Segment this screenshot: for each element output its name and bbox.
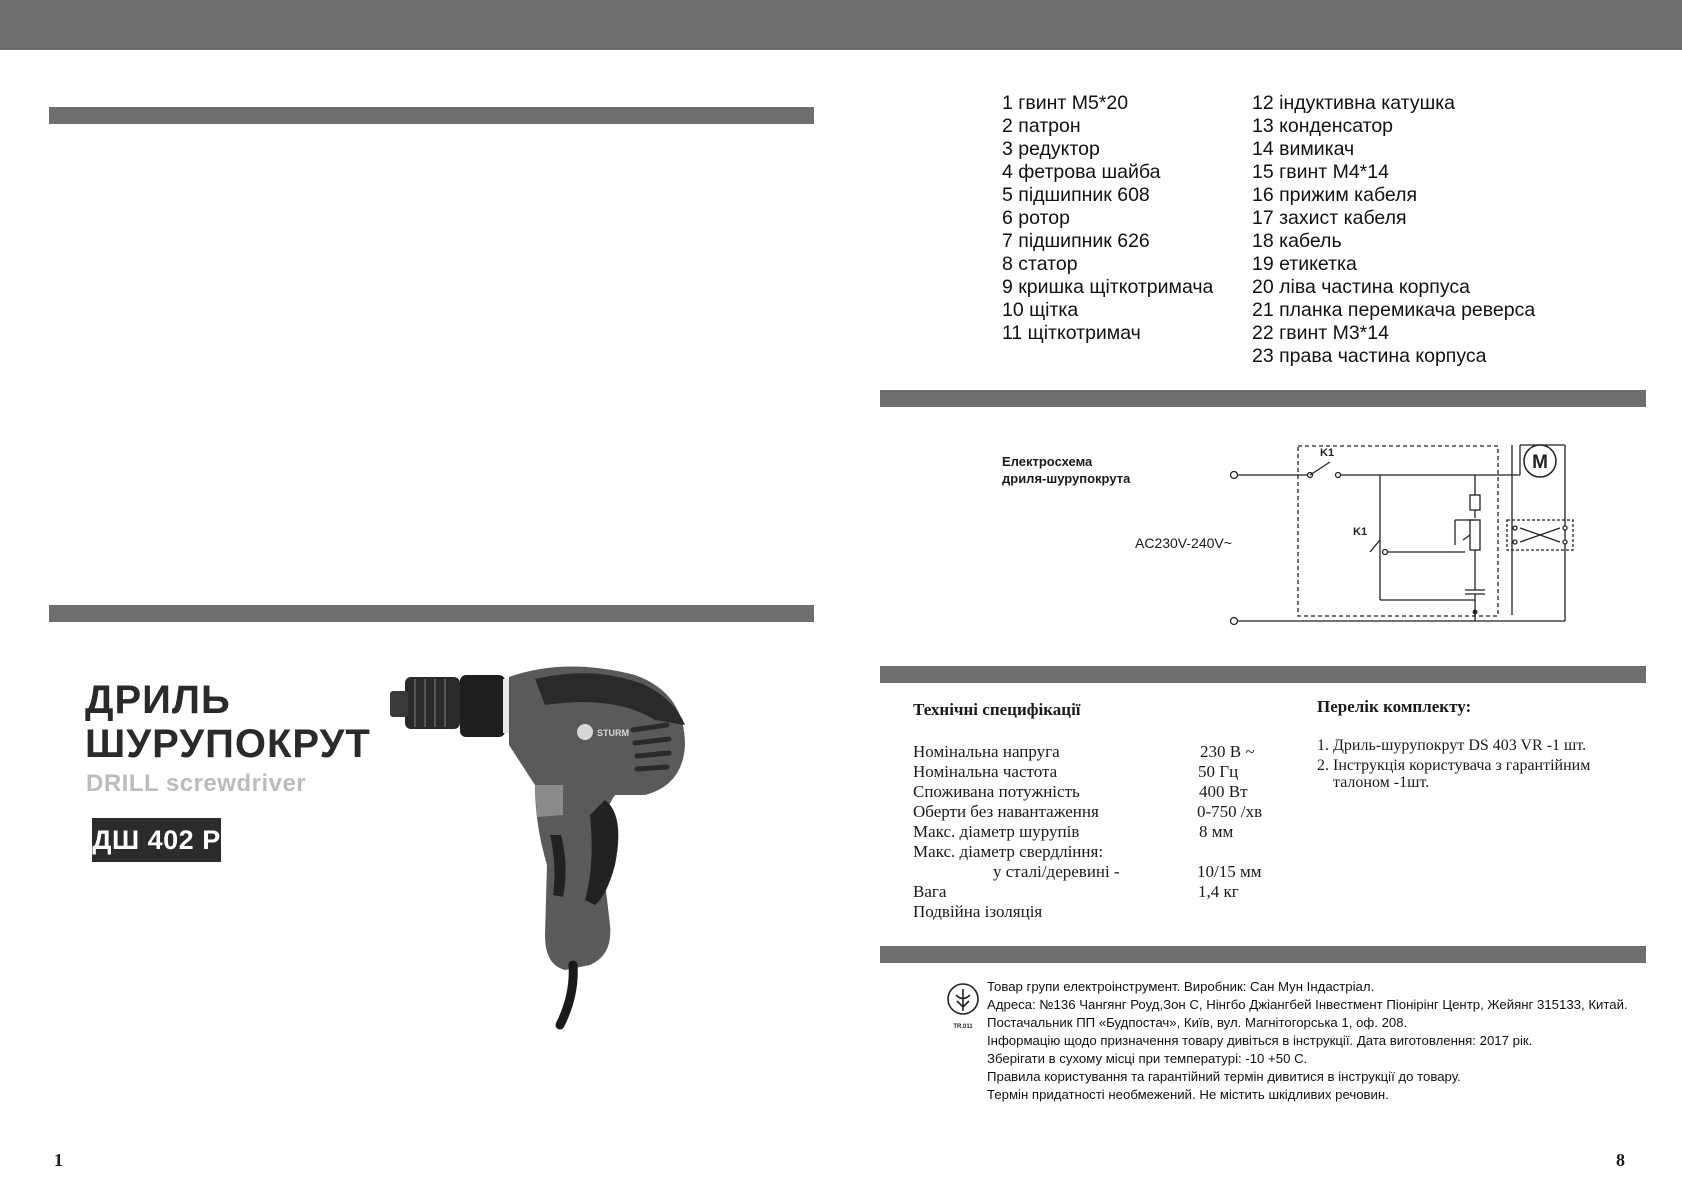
part-item: 18 кабель — [1252, 230, 1342, 252]
part-item: 8 статор — [1002, 253, 1078, 275]
spec-value: 400 Вт — [1199, 782, 1248, 801]
cover-title-line: ДРИЛЬ — [85, 678, 231, 722]
part-item: 13 конденсатор — [1252, 115, 1394, 137]
section-divider — [880, 946, 1646, 963]
section-divider — [49, 107, 814, 124]
part-item: 14 вимикач — [1252, 138, 1355, 160]
spec-label: у сталі/деревині - — [993, 862, 1120, 881]
schematic-title-line: дриля-шурупокрута — [1002, 471, 1131, 486]
motor-icon — [1520, 440, 1560, 482]
part-item: 3 редуктор — [1002, 138, 1100, 160]
part-item: 10 щітка — [1002, 299, 1079, 321]
section-divider — [880, 390, 1646, 407]
conformity-mark-icon — [945, 980, 981, 1032]
info-line: Товар групи електроінструмент. Виробник: Сан Мун Індастріал. — [987, 979, 1375, 994]
part-item: 4 фетрова шайба — [1002, 161, 1161, 183]
schematic-title — [1002, 453, 1130, 487]
spec-label: Номінальна частота — [913, 762, 1058, 781]
page-number: 8 — [1616, 1150, 1625, 1170]
schematic-title-line: Електросхема — [1002, 454, 1093, 469]
part-item: 15 гвинт М4*14 — [1252, 161, 1389, 183]
specs-title: Технічні специфікації — [913, 700, 1081, 719]
manufacturer-info — [987, 978, 1628, 1104]
switch-label-k1: K1 — [1353, 526, 1368, 538]
part-item: 7 підшипник 626 — [1002, 230, 1150, 252]
spec-label: Макс. діаметр свердління: — [913, 842, 1104, 861]
part-item: 16 прижим кабеля — [1252, 184, 1418, 206]
part-item: 11 щіткотримач — [1002, 322, 1141, 344]
part-item: 20 ліва частина корпуса — [1252, 276, 1470, 298]
spec-value: 230 В ~ — [1200, 742, 1255, 761]
part-item: 19 етикетка — [1252, 253, 1357, 275]
spec-value: 8 мм — [1199, 822, 1234, 841]
part-item: 1 гвинт М5*20 — [1002, 92, 1129, 114]
info-line: Адреса: №136 Чангянг Роуд,Зон С, Нінгбо Джіангбей Інвестмент Піонірінг Центр, Жейянг 315133, Китай. — [987, 997, 1628, 1012]
spec-label: Оберти без навантаження — [913, 802, 1099, 821]
part-item: 22 гвинт М3*14 — [1252, 322, 1389, 344]
parts-list-left — [1002, 92, 1213, 345]
spec-value: 50 Гц — [1198, 762, 1239, 781]
spec-value: 0-750 /хв — [1197, 802, 1263, 821]
spec-label: Макс. діаметр шурупів — [913, 822, 1080, 841]
part-item: 9 кришка щіткотримача — [1002, 276, 1214, 298]
spec-value: 1,4 кг — [1198, 882, 1239, 901]
top-bar — [0, 0, 1682, 50]
model-badge: ДШ 402 Р — [92, 818, 221, 862]
parts-list-right — [1252, 92, 1535, 368]
info-line: Термін придатності необмежений. Не містить шкідливих речовин. — [987, 1087, 1389, 1102]
switch-label-k1: K1 — [1320, 447, 1335, 459]
cover-title-line: ШУРУПОКРУТ — [85, 722, 371, 766]
spec-label: Номінальна напруга — [913, 742, 1060, 761]
part-item: 2 патрон — [1002, 115, 1081, 137]
part-item: 17 захист кабеля — [1252, 207, 1407, 229]
kit-item: 2. Інструкція користувача з гарантійним — [1317, 757, 1591, 774]
cover-subtitle: DRILL screwdriver — [86, 770, 307, 797]
spec-label: Подвійна ізоляція — [913, 902, 1043, 921]
page-number: 1 — [54, 1150, 63, 1170]
drill-image — [385, 665, 715, 1035]
info-line: Правила користування та гарантійний термін дивитися в інструкції до товару. — [987, 1069, 1461, 1084]
info-line: Зберігати в сухому місці при температурі: -10 +50 С. — [987, 1051, 1308, 1066]
voltage-label: AC230V-240V~ — [1135, 535, 1232, 551]
part-item: 21 планка перемикача реверса — [1252, 299, 1536, 321]
spec-label: Вага — [913, 882, 947, 901]
info-line: Постачальник ПП «Будпостач», Київ, вул. Магнітогорська 1, оф. 208. — [987, 1015, 1408, 1030]
info-line: Інформацію щодо призначення товару дивіться в інструкції. Дата виготовлення: 2017 рік. — [987, 1033, 1533, 1048]
spec-label: Споживана потужність — [913, 782, 1080, 801]
kit-title: Перелік комплекту: — [1317, 697, 1472, 716]
section-divider — [49, 605, 814, 622]
part-item: 5 підшипник 608 — [1002, 184, 1150, 206]
part-item: 12 індуктивна катушка — [1252, 92, 1456, 114]
brand-mark: STURM — [597, 728, 629, 738]
kit-item: 1. Дриль-шурупокрут DS 403 VR -1 шт. — [1317, 737, 1587, 754]
section-divider — [880, 666, 1646, 683]
kit-item: талоном -1шт. — [1333, 774, 1430, 791]
spec-value: 10/15 мм — [1197, 862, 1262, 881]
part-item: 6 ротор — [1002, 207, 1070, 229]
mark-code: TR.011 — [953, 1024, 973, 1030]
part-item: 23 права частина корпуса — [1252, 345, 1487, 367]
motor-label: M — [1532, 452, 1548, 473]
